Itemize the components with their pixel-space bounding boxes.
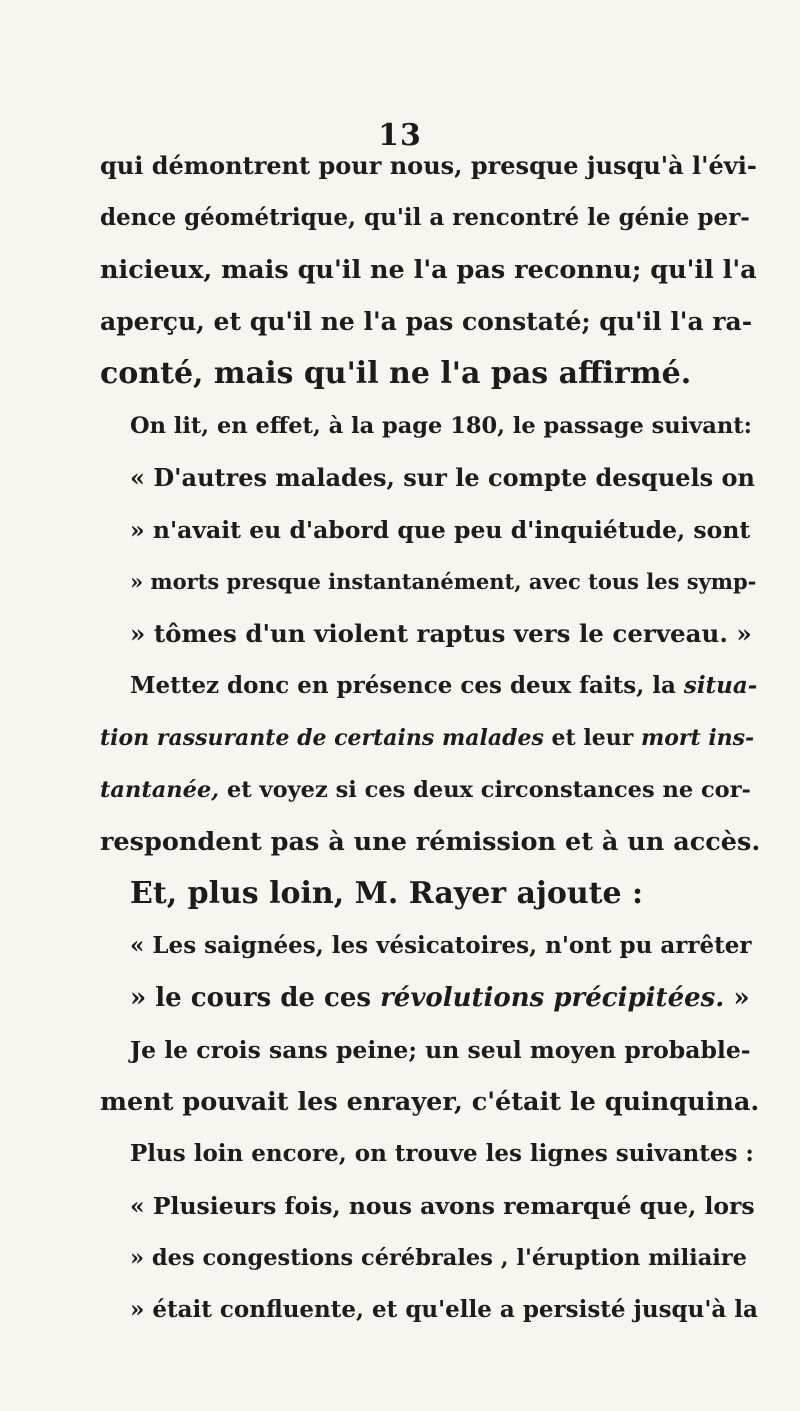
- quote-line: [130, 978, 750, 1018]
- quote-line: » n'avait eu d'abord que peu d'inquiétude, sont: [130, 516, 751, 544]
- text-segment: »: [724, 983, 750, 1013]
- text-line: conté, mais qu'il ne l'a pas affirmé.: [100, 356, 692, 391]
- text-line: aperçu, et qu'il ne l'a pas constaté; qu'il l'a ra-: [100, 307, 753, 336]
- italic-segment: mort ins-: [640, 725, 755, 751]
- text-line: qui démontrent pour nous, presque jusqu'à l'évi-: [100, 151, 757, 180]
- text-line: respondent pas à une rémission et à un accès.: [100, 827, 761, 857]
- quote-line: » était confluente, et qu'elle a persisté jusqu'à la: [130, 1296, 758, 1323]
- text-line: Plus loin encore, on trouve les lignes suivantes :: [130, 1140, 754, 1167]
- text-segment: Mettez donc en présence ces deux faits, la: [130, 672, 684, 699]
- text-line: On lit, en effet, à la page 180, le passage suivant:: [130, 413, 752, 439]
- quote-line: « Plusieurs fois, nous avons remarqué que, lors: [130, 1192, 755, 1220]
- quote-line: » tômes d'un violent raptus vers le cerveau. »: [130, 619, 752, 648]
- text-segment: et voyez si ces deux circonstances ne cor-: [219, 777, 751, 803]
- quote-line: « D'autres malades, sur le compte desquels on: [130, 463, 755, 492]
- text-line: [100, 718, 755, 758]
- text-line: nicieux, mais qu'il ne l'a pas reconnu; qu'il l'a: [100, 255, 757, 285]
- quote-line: » morts presque instantanément, avec tous les symp-: [130, 569, 757, 594]
- text-line: [130, 666, 758, 706]
- italic-segment: révolutions précipitées.: [380, 983, 725, 1013]
- page-number: 13: [378, 118, 422, 153]
- quote-line: « Les saignées, les vésicatoires, n'ont pu arrêter: [130, 932, 752, 959]
- italic-segment: tion rassurante de certains malades: [100, 725, 544, 751]
- text-line: dence géométrique, qu'il a rencontré le génie per-: [100, 204, 750, 231]
- italic-segment: situa-: [683, 672, 758, 699]
- text-line: [100, 770, 751, 810]
- text-line: Et, plus loin, M. Rayer ajoute :: [130, 876, 644, 911]
- quote-line: » des congestions cérébrales , l'éruption miliaire: [130, 1245, 747, 1271]
- text-segment: et leur: [543, 725, 641, 751]
- text-line: ment pouvait les enrayer, c'était le quinquina.: [100, 1087, 760, 1117]
- italic-segment: tantanée,: [100, 777, 220, 803]
- text-segment: » le cours de ces: [130, 983, 381, 1013]
- text-line: Je le crois sans peine; un seul moyen probable-: [130, 1036, 751, 1064]
